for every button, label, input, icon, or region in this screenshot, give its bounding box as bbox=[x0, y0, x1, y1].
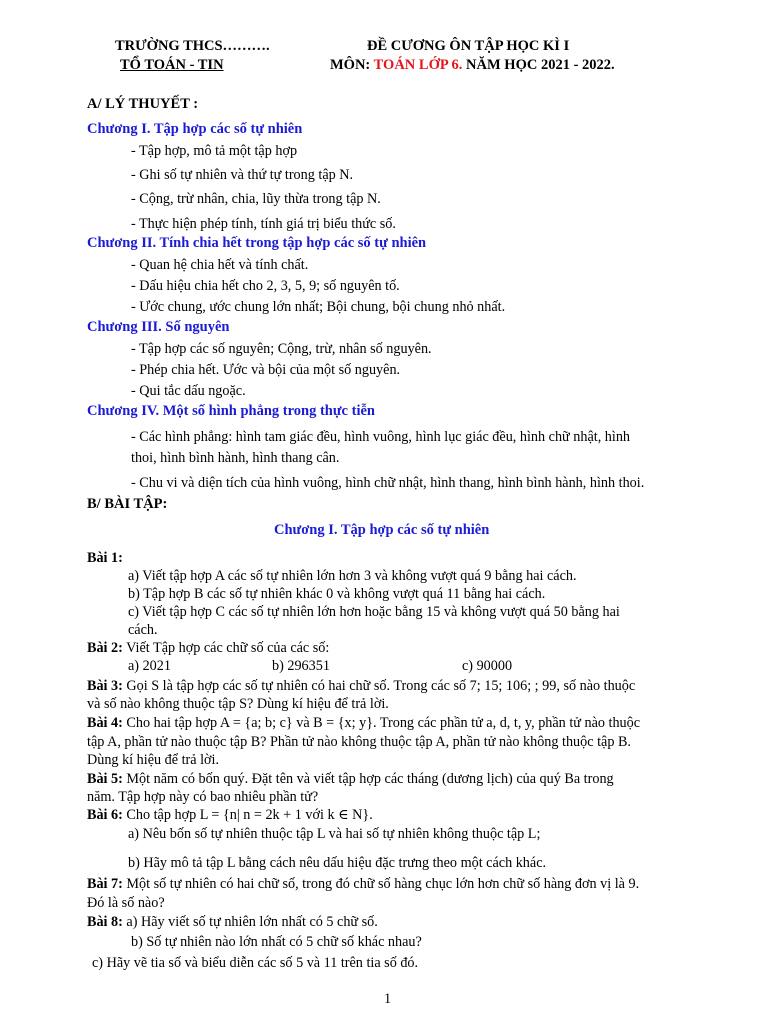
bai-2-a: a) 2021 bbox=[128, 658, 171, 674]
bai-6-a: a) Nêu bốn số tự nhiên thuộc tập L và hai số tự nhiên không thuộc tập L; bbox=[128, 826, 541, 842]
bai-4-text: Cho hai tập hợp A = {a; b; c} và B = {x; y}. Trong các phần tử a, d, t, y, phần tử nào thuộc bbox=[122, 715, 641, 731]
school-year: NĂM HỌC 2021 - 2022. bbox=[462, 57, 615, 73]
exercises-chapter-title: Chương I. Tập hợp các số tự nhiên bbox=[274, 522, 490, 538]
theory-ch3-item-1: - Tập hợp các số nguyên; Cộng, trừ, nhân số nguyên. bbox=[131, 341, 432, 357]
department-name: TỔ TOÁN - TIN bbox=[120, 57, 224, 73]
bai-2-b: b) 296351 bbox=[272, 658, 330, 674]
bai-3-line-2: và số nào không thuộc tập S? Dùng kí hiệu để trả lời. bbox=[87, 696, 389, 712]
bai-4-line-3: Dùng kí hiệu để trả lời. bbox=[87, 752, 220, 768]
bai-8-label: Bài 8: bbox=[87, 914, 123, 930]
bai-6-text: Cho tập hợp L = {n| n = 2k + 1 với k ∈ N}. bbox=[122, 807, 373, 823]
bai-5-line-2: năm. Tập hợp này có bao nhiêu phần tử? bbox=[87, 789, 319, 805]
bai-7-line-1 bbox=[87, 876, 639, 893]
bai-7-text: Một số tự nhiên có hai chữ số, trong đó chữ số hàng chục lớn hơn chữ số hàng đơn vị là 9. bbox=[122, 876, 640, 892]
bai-8-b: b) Số tự nhiên nào lớn nhất có 5 chữ số khác nhau? bbox=[131, 934, 422, 950]
bai-5-line-1 bbox=[87, 771, 614, 788]
bai-6-label: Bài 6: bbox=[87, 807, 123, 823]
bai-4-label: Bài 4: bbox=[87, 715, 123, 731]
bai-2-text: Viết Tập hợp các chữ số của các số: bbox=[122, 640, 330, 656]
theory-ch4-item-1-line-2: thoi, hình bình hành, hình thang cân. bbox=[131, 450, 340, 466]
bai-5-label: Bài 5: bbox=[87, 771, 123, 787]
school-name: TRƯỜNG THCS………. bbox=[115, 38, 270, 54]
bai-3-text: Gọi S là tập hợp các số tự nhiên có hai chữ số. Trong các số 7; 15; 106; ; 99, số nào thuộc bbox=[122, 678, 636, 694]
bai-6-line bbox=[87, 807, 373, 824]
theory-ch1-item-1: - Tập hợp, mô tả một tập hợp bbox=[131, 143, 298, 159]
bai-6-b: b) Hãy mô tả tập L bằng cách nêu dấu hiệu đặc trưng theo một cách khác. bbox=[128, 855, 547, 871]
theory-ch3-item-2: - Phép chia hết. Ước và bội của một số nguyên. bbox=[131, 362, 401, 378]
subject-prefix: MÔN: bbox=[330, 57, 374, 73]
theory-ch2-item-3: - Ước chung, ước chung lớn nhất; Bội chung, bội chung nhỏ nhất. bbox=[131, 299, 506, 315]
subject-name: TOÁN LỚP 6. bbox=[373, 57, 463, 73]
bai-7-label: Bài 7: bbox=[87, 876, 123, 892]
bai-4-line-1 bbox=[87, 715, 640, 732]
bai-8-line bbox=[87, 914, 378, 931]
bai-7-line-2: Đó là số nào? bbox=[87, 895, 165, 911]
document-title: ĐỀ CƯƠNG ÔN TẬP HỌC KÌ I bbox=[367, 38, 570, 54]
theory-ch1-item-3: - Cộng, trừ nhân, chia, lũy thừa trong tập N. bbox=[131, 191, 381, 207]
bai-1-c-line-1: c) Viết tập hợp C các số tự nhiên lớn hơn hoặc bằng 15 và không vượt quá 50 bằng hai bbox=[128, 604, 620, 620]
theory-ch2-item-2: - Dấu hiệu chia hết cho 2, 3, 5, 9; số nguyên tố. bbox=[131, 278, 400, 294]
bai-8-a: a) Hãy viết số tự nhiên lớn nhất có 5 chữ số. bbox=[122, 914, 378, 930]
theory-ch4-item-1-line-1: - Các hình phẳng: hình tam giác đều, hình vuông, hình lục giác đều, hình chữ nhật, hình bbox=[131, 429, 631, 445]
bai-1-b: b) Tập hợp B các số tự nhiên khác 0 và không vượt quá 11 bằng hai cách. bbox=[128, 586, 546, 602]
theory-ch2-item-1: - Quan hệ chia hết và tính chất. bbox=[131, 257, 309, 273]
bai-3-line-1 bbox=[87, 678, 635, 695]
theory-ch1-item-2: - Ghi số tự nhiên và thứ tự trong tập N. bbox=[131, 167, 354, 183]
theory-ch4-item-2: - Chu vi và diện tích của hình vuông, hình chữ nhật, hình thang, hình bình hành, hình thoi. bbox=[131, 475, 645, 491]
bai-5-text: Một năm có bốn quý. Đặt tên và viết tập hợp các tháng (dương lịch) của quý Ba trong bbox=[122, 771, 614, 787]
bai-1-c-line-2: cách. bbox=[128, 622, 158, 638]
theory-ch1-item-4: - Thực hiện phép tính, tính giá trị biểu thức số. bbox=[131, 216, 396, 232]
bai-1-a: a) Viết tập hợp A các số tự nhiên lớn hơn 3 và không vượt quá 9 bằng hai cách. bbox=[128, 568, 577, 584]
theory-chapter-1-title: Chương I. Tập hợp các số tự nhiên bbox=[87, 121, 303, 137]
bai-2-c: c) 90000 bbox=[462, 658, 513, 674]
theory-chapter-3-title: Chương III. Số nguyên bbox=[87, 319, 230, 335]
bai-1-label: Bài 1: bbox=[87, 550, 123, 566]
exercises-section-title: B/ BÀI TẬP: bbox=[87, 496, 168, 512]
theory-chapter-4-title: Chương IV. Một số hình phẳng trong thực tiễn bbox=[87, 403, 375, 419]
page-number: 1 bbox=[384, 991, 392, 1007]
bai-4-line-2: tập A, phần tử nào thuộc tập B? Phần tử nào không thuộc tập A, phần tử nào không thuộc tập B. bbox=[87, 734, 631, 750]
theory-section-title: A/ LÝ THUYẾT : bbox=[87, 96, 199, 112]
subject-line bbox=[330, 57, 615, 74]
bai-2-label: Bài 2: bbox=[87, 640, 123, 656]
theory-chapter-2-title: Chương II. Tính chia hết trong tập hợp các số tự nhiên bbox=[87, 235, 427, 251]
bai-2-line bbox=[87, 640, 329, 657]
bai-3-label: Bài 3: bbox=[87, 678, 123, 694]
bai-8-c: c) Hãy vẽ tia số và biểu diễn các số 5 và 11 trên tia số đó. bbox=[92, 955, 419, 971]
theory-ch3-item-3: - Qui tắc dấu ngoặc. bbox=[131, 383, 246, 399]
